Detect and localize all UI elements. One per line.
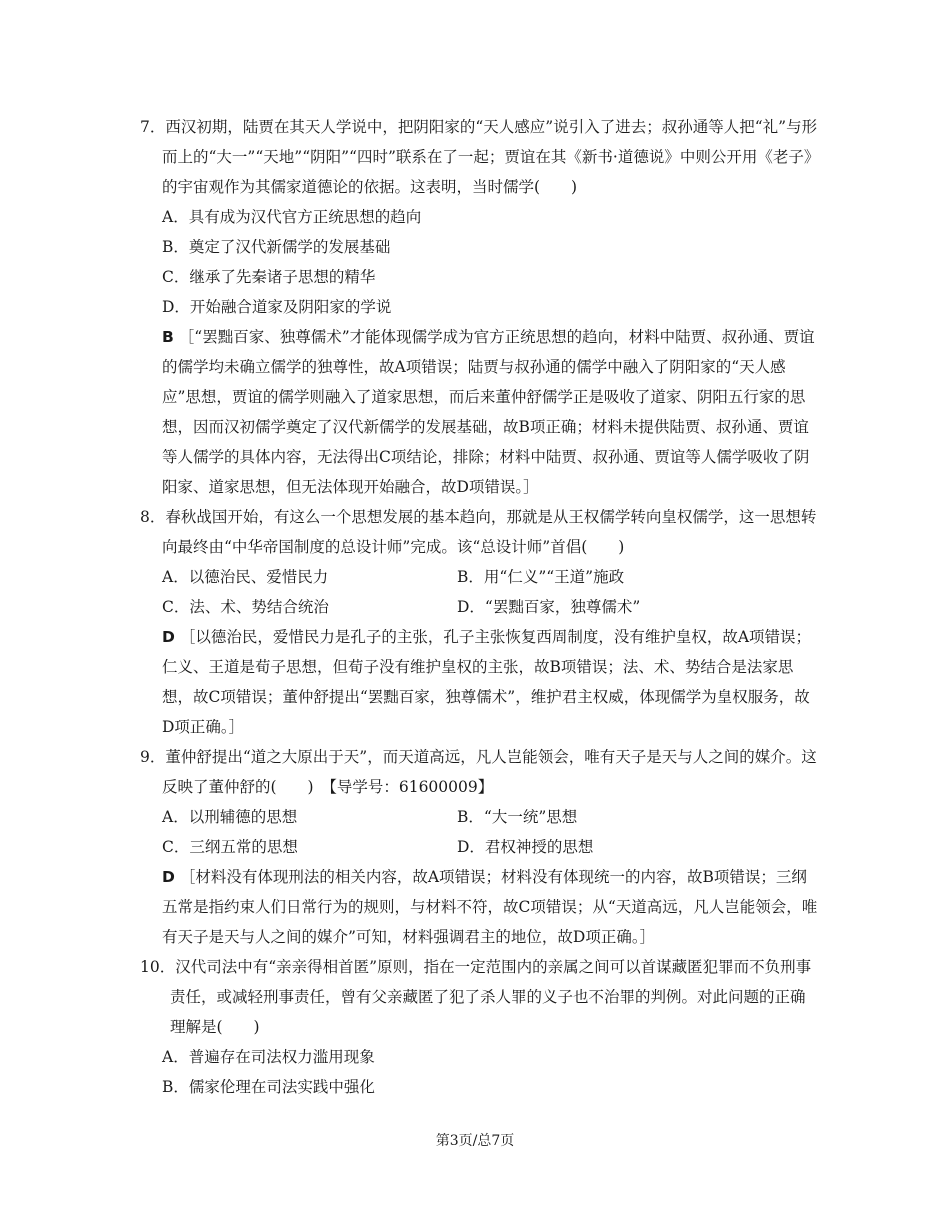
question-number: 9．: [140, 748, 166, 766]
question-8-option-b: B．用“仁义”“王道”施政: [457, 568, 625, 586]
question-8-options-row-2: [140, 592, 820, 622]
question-text: 董仲舒提出“道之大原出于天”，而天道高远，凡人岂能领会，唯有天子是天与人之间的媒介。这反映了董仲舒的( ) 【导学号：61600009】: [162, 748, 817, 796]
question-7-option-a: A．具有成为汉代官方正统思想的趋向: [162, 208, 422, 226]
question-10-stem: [140, 952, 820, 1042]
question-9-answer: [140, 862, 820, 952]
question-number: 7．: [140, 118, 166, 136]
answer-key: D: [162, 628, 175, 646]
question-9-option-c: C．三纲五常的思想: [162, 838, 298, 856]
question-7-option-b: B．奠定了汉代新儒学的发展基础: [162, 238, 391, 256]
question-8-option-a: A．以德治民、爱惜民力: [162, 568, 329, 586]
question-text: 汉代司法中有“亲亲得相首匿”原则，指在一定范围内的亲属之间可以首谋藏匿犯罪而不负刑事责任，或减轻刑事责任，曾有父亲藏匿了犯了杀人罪的义子也不治罪的判例。对此问题的正确理解是( ): [170, 958, 812, 1036]
answer-key: B: [162, 328, 174, 346]
answer-key: D: [162, 868, 175, 886]
question-text: 春秋战国开始，有这么一个思想发展的基本趋向，那就是从王权儒学转向皇权儒学，这一思想转向最终由“中华帝国制度的总设计师”完成。该“总设计师”首倡( ): [162, 508, 817, 556]
question-7-stem: [140, 112, 820, 202]
question-9-options-row-2: [140, 832, 820, 862]
answer-explanation: ［材料没有体现刑法的相关内容，故A项错误；材料没有体现统一的内容，故B项错误；三纲五常是指约束人们日常行为的规则，与材料不符，故C项错误；从“天道高远，凡人岂能领会，唯有天子是天与人之间的媒介”可知，材料强调君主的地位，故D项正确。］: [162, 868, 818, 946]
question-9-stem: [140, 742, 820, 802]
question-8-options-row-1: [140, 562, 820, 592]
question-8-option-d: D．“罢黜百家，独尊儒术”: [457, 598, 641, 616]
answer-explanation: ［以德治民，爱惜民力是孔子的主张，孔子主张恢复西周制度，没有维护皇权，故A项错误；仁义、王道是荀子思想，但荀子没有维护皇权的主张，故B项错误；法、术、势结合是法家思想，故C项错误；董仲舒提出“罢黜百家，独尊儒术”，维护君主权威，体现儒学为皇权服务，故D项正确。］: [162, 628, 812, 736]
question-number: 10．: [140, 958, 176, 976]
question-7-option-d: D．开始融合道家及阴阳家的学说: [162, 298, 392, 316]
question-number: 8．: [140, 508, 166, 526]
question-text: 西汉初期，陆贾在其天人学说中，把阴阳家的“天人感应”说引入了进去；叔孙通等人把“礼”与形而上的“大一”“天地”“阴阳”“四时”联系在了一起；贾谊在其《新书·道德说》中则公开用《老子》的宇宙观作为其儒家道德论的依据。这表明，当时儒学( ): [162, 118, 820, 196]
question-7-answer: [140, 322, 820, 502]
question-list: [140, 112, 820, 1102]
answer-explanation: ［“罢黜百家、独尊儒术”才能体现儒学成为官方正统思想的趋向，材料中陆贾、叔孙通、贾谊的儒学均未确立儒学的独尊性，故A项错误；陆贾与叔孙通的儒学中融入了阴阳家的“天人感应”思想，贾谊的儒学则融入了道家思想，而后来董仲舒儒学正是吸收了道家、阴阳五行家的思想，因而汉初儒学奠定了汉代新儒学的发展基础，故B项正确；材料未提供陆贾、叔孙通、贾谊等人儒学的具体内容，无法得出C项结论，排除；材料中陆贾、叔孙通、贾谊等人儒学吸收了阴阳家、道家思想，但无法体现开始融合，故D项错误。］: [162, 328, 815, 496]
question-8-answer: [140, 622, 820, 742]
question-8-stem: [140, 502, 820, 562]
question-9-options-row-1: [140, 802, 820, 832]
question-8-option-c: C．法、术、势结合统治: [162, 598, 329, 616]
page-footer: 第3页/总7页: [435, 1133, 515, 1149]
question-9-option-a: A．以刑辅德的思想: [162, 808, 298, 826]
question-9-option-d: D．君权神授的思想: [457, 838, 594, 856]
question-9-option-b: B．“大一统”思想: [457, 808, 578, 826]
question-10-option-a: A．普遍存在司法权力滥用现象: [162, 1048, 375, 1066]
question-7-option-c: C．继承了先秦诸子思想的精华: [162, 268, 376, 286]
question-10-option-b: B．儒家伦理在司法实践中强化: [162, 1078, 375, 1096]
